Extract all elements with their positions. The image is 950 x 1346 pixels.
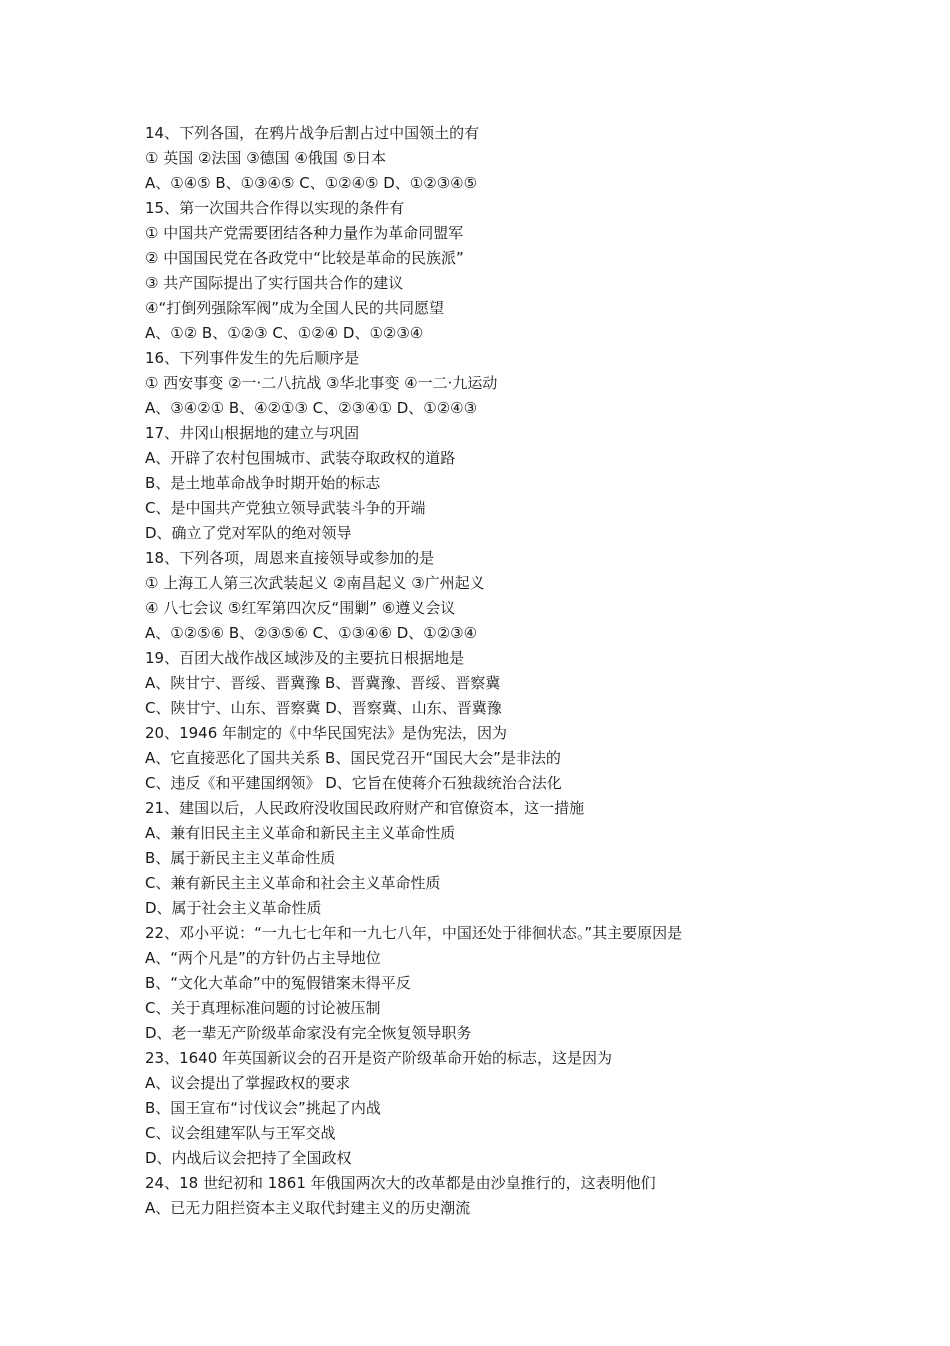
text-line: C、议会组建军队与王军交战 [145, 1124, 336, 1142]
text-line: A、①②⑤⑥ B、②③⑤⑥ C、①③④⑥ D、①②③④ [145, 624, 478, 642]
text-line: C、关于真理标准问题的讨论被压制 [145, 999, 381, 1017]
text-line: D、确立了党对军队的绝对领导 [145, 524, 352, 542]
text-line: 17、井冈山根据地的建立与巩固 [145, 424, 360, 442]
text-line: 14、下列各国，在鸦片战争后割占过中国领土的有 [145, 124, 480, 142]
text-line: B、国王宣布“讨伐议会”挑起了内战 [145, 1099, 381, 1117]
text-line: A、它直接恶化了国共关系 B、国民党召开“国民大会”是非法的 [145, 749, 561, 767]
text-line: C、兼有新民主主义革命和社会主义革命性质 [145, 874, 441, 892]
text-line: A、议会提出了掌握政权的要求 [145, 1074, 351, 1092]
text-line: ① 中国共产党需要团结各种力量作为革命同盟军 [145, 224, 464, 242]
text-line: A、开辟了农村包围城市、武装夺取政权的道路 [145, 449, 456, 467]
text-line: B、属于新民主主义革命性质 [145, 849, 336, 867]
text-line: 20、1946 年制定的《中华民国宪法》是伪宪法，因为 [145, 724, 508, 742]
text-line: ③ 共产国际提出了实行国共合作的建议 [145, 274, 404, 292]
text-line: 16、下列事件发生的先后顺序是 [145, 349, 360, 367]
text-line: 15、第一次国共合作得以实现的条件有 [145, 199, 405, 217]
text-line: A、①② B、①②③ C、①②④ D、①②③④ [145, 324, 424, 342]
text-line: D、内战后议会把持了全国政权 [145, 1149, 352, 1167]
text-line: C、陕甘宁、山东、晋察冀 D、晋察冀、山东、晋冀豫 [145, 699, 502, 717]
text-line: C、是中国共产党独立领导武装斗争的开端 [145, 499, 426, 517]
text-line: 23、1640 年英国新议会的召开是资产阶级革命开始的标志，这是因为 [145, 1049, 613, 1067]
text-line: A、兼有旧民主主义革命和新民主主义革命性质 [145, 824, 456, 842]
text-line: D、老一辈无产阶级革命家没有完全恢复领导职务 [145, 1024, 472, 1042]
text-line: 22、邓小平说：“一九七七年和一九七八年，中国还处于徘徊状态。”其主要原因是 [145, 924, 683, 942]
text-line: 21、建国以后，人民政府没收国民政府财产和官僚资本，这一措施 [145, 799, 585, 817]
text-line: ② 中国国民党在各政党中“比较是革命的民族派” [145, 249, 464, 267]
text-line: D、属于社会主义革命性质 [145, 899, 322, 917]
text-line: 24、18 世纪初和 1861 年俄国两次大的改革都是由沙皇推行的，这表明他们 [145, 1174, 656, 1192]
document-body [145, 121, 845, 1221]
text-line: ④“打倒列强除军阀”成为全国人民的共同愿望 [145, 299, 444, 317]
text-line: ④ 八七会议 ⑤红军第四次反“围剿” ⑥遵义会议 [145, 599, 456, 617]
text-line: A、③④②① B、④②①③ C、②③④① D、①②④③ [145, 399, 478, 417]
text-line: A、陕甘宁、晋绥、晋冀豫 B、晋冀豫、晋绥、晋察冀 [145, 674, 501, 692]
text-line: C、违反《和平建国纲领》 D、它旨在使蒋介石独裁统治合法化 [145, 774, 562, 792]
text-line: 19、百团大战作战区域涉及的主要抗日根据地是 [145, 649, 465, 667]
text-line: 18、下列各项，周恩来直接领导或参加的是 [145, 549, 435, 567]
text-line: ① 西安事变 ②一·二八抗战 ③华北事变 ④一二·九运动 [145, 374, 498, 392]
text-line: B、“文化大革命”中的冤假错案未得平反 [145, 974, 411, 992]
text-line: A、已无力阻拦资本主义取代封建主义的历史潮流 [145, 1199, 471, 1217]
text-line: A、①④⑤ B、①③④⑤ C、①②④⑤ D、①②③④⑤ [145, 174, 478, 192]
text-line: A、“两个凡是”的方针仍占主导地位 [145, 949, 381, 967]
text-line: ① 英国 ②法国 ③德国 ④俄国 ⑤日本 [145, 149, 387, 167]
text-line: B、是土地革命战争时期开始的标志 [145, 474, 381, 492]
text-line: ① 上海工人第三次武装起义 ②南昌起义 ③广州起义 [145, 574, 485, 592]
